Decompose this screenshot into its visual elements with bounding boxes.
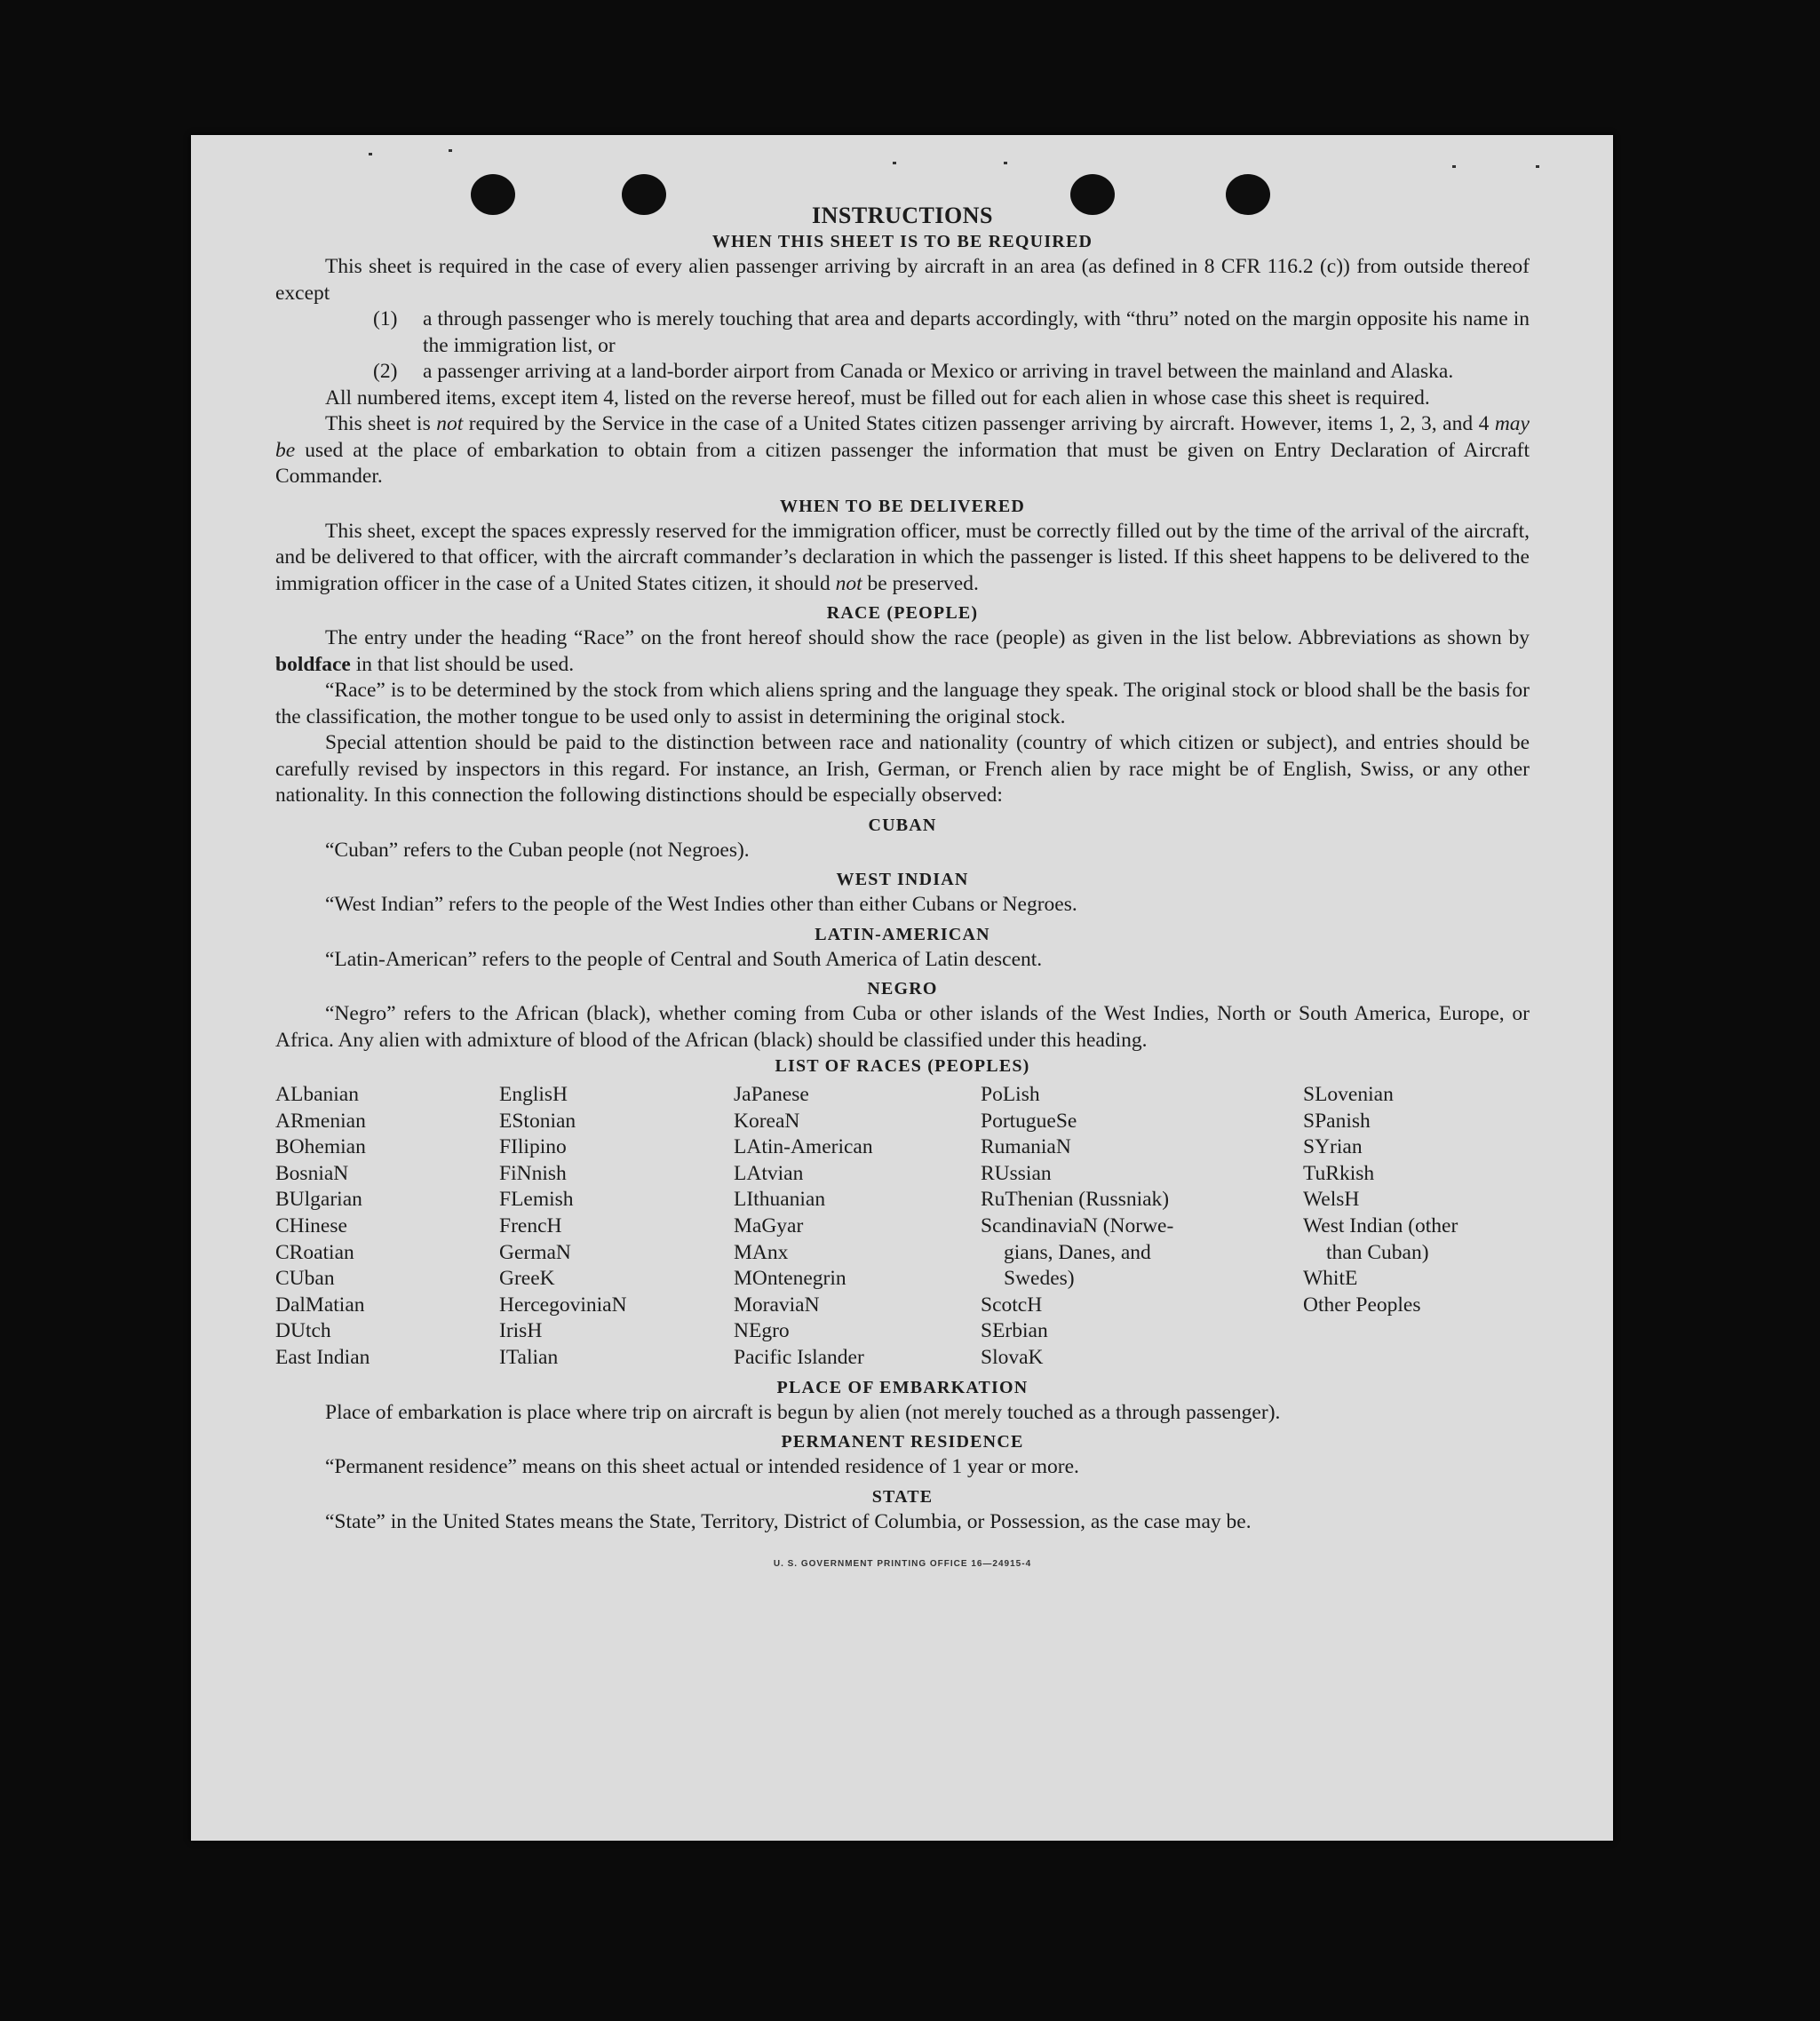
heading-place-of-embarkation: PLACE OF EMBARKATION [776, 1377, 1029, 1397]
speck [1004, 162, 1007, 164]
race-item: MOntenegrin [734, 1267, 846, 1291]
race-item: LAtin-American [734, 1135, 873, 1159]
when-required-intro: This sheet is required in the case of every alien passenger arriving by aircraft in an area (as defined in 8 CFR 116.2 (c)) from outside thereof except [275, 255, 1530, 305]
page-title: INSTRUCTIONS [812, 203, 993, 228]
printer-imprint: U. S. GOVERNMENT PRINTING OFFICE 16—24915-4 [773, 1559, 1032, 1570]
race-item: GermaN [499, 1240, 571, 1264]
speck [369, 153, 372, 155]
race-item: ScandinaviaN (Norwe- [981, 1213, 1174, 1237]
race-item: EStonian [499, 1109, 576, 1133]
heading-race: RACE (PEOPLE) [826, 603, 979, 623]
race-item: SYrian [1303, 1135, 1363, 1159]
race-item: gians, Danes, and [1004, 1240, 1151, 1264]
negro-text: “Negro” refers to the African (black), whether coming from Cuba or other islands of the West Indies, North or South America, Europe, or Africa. Any alien with admixture of blood of the African (black) should be classified under this heading. [275, 1002, 1530, 1052]
race-para2: “Race” is to be determined by the stock from which aliens spring and the language they speak. The original stock or blood shall be the basis for the classification, the mother tongue to be used only to assist in determining the original stock. [275, 679, 1530, 728]
heading-west-indian: WEST INDIAN [836, 870, 969, 889]
race-item: SlovaK [981, 1345, 1044, 1369]
race-para3: Special attention should be paid to the distinction between race and nationality (country of which citizen or subject), and entries should be carefully revised by inspectors in this regard. For instance, an Irish, German, or French alien by race might be of English, Swiss, or any other nationality. In this connection the following distinctions should be especially observed: [275, 731, 1530, 807]
race-item: PortugueSe [981, 1109, 1077, 1133]
race-item: CRoatian [275, 1240, 354, 1264]
latin-american-text: “Latin-American” refers to the people of Central and South America of Latin descent. [325, 947, 1043, 971]
race-item: ScotcH [981, 1293, 1043, 1317]
race-item: RumaniaN [981, 1135, 1071, 1159]
cuban-text: “Cuban” refers to the Cuban people (not Negroes). [325, 838, 750, 862]
race-item: JaPanese [734, 1083, 809, 1106]
race-column-1 [275, 1082, 499, 1372]
exception-item-1 [373, 306, 1530, 359]
race-item: RUssian [981, 1161, 1052, 1185]
race-item: DUtch [275, 1319, 331, 1343]
race-item: PoLish [981, 1083, 1040, 1106]
exception-item-2 [373, 359, 1530, 386]
heading-permanent-residence: PERMANENT RESIDENCE [781, 1432, 1024, 1452]
heading-state: STATE [871, 1486, 934, 1507]
race-item: Swedes) [1004, 1267, 1075, 1291]
race-item: Other Peoples [1303, 1293, 1421, 1317]
speck [1452, 165, 1456, 168]
race-item: MoraviaN [734, 1293, 820, 1317]
race-item: TuRkish [1303, 1161, 1375, 1185]
race-item: WhitE [1303, 1267, 1358, 1291]
race-column-5 [1303, 1082, 1530, 1372]
race-item: BUlgarian [275, 1188, 362, 1212]
speck [1536, 165, 1539, 168]
race-item: BOhemian [275, 1135, 366, 1159]
heading-cuban: CUBAN [868, 815, 937, 835]
race-item: LAtvian [734, 1161, 804, 1185]
race-column-4 [981, 1082, 1303, 1372]
race-item: EnglisH [499, 1083, 568, 1106]
item-text: a passenger arriving at a land-border airport from Canada or Mexico or arriving in travel between the mainland and Alaska. [423, 360, 1454, 383]
race-item: NEgro [734, 1319, 790, 1343]
place-of-embarkation-text: Place of embarkation is place where trip on aircraft is begun by alien (not merely touched as a through passenger). [325, 1400, 1281, 1424]
heading-negro: NEGRO [867, 979, 938, 999]
race-column-2 [499, 1082, 734, 1372]
race-item: DalMatian [275, 1293, 365, 1317]
race-item: ARmenian [275, 1109, 366, 1133]
race-item: West Indian (other [1303, 1213, 1458, 1237]
race-item: FIlipino [499, 1135, 567, 1159]
race-item: WelsH [1303, 1188, 1360, 1212]
race-item: ALbanian [275, 1083, 359, 1106]
race-item: FiNnish [499, 1161, 567, 1185]
when-delivered-para: This sheet, except the spaces expressly reserved for the immigration officer, must be correctly filled out by the time of the arrival of the aircraft, and be delivered to that officer, with the aircraft commander’s declaration in which the passenger is listed. If this sheet happens to be delivered to the immigration officer in the case of a United States citizen, it should not be preserved. [275, 519, 1530, 595]
race-item: MaGyar [734, 1213, 804, 1237]
race-item: FrencH [499, 1213, 562, 1237]
item-number: (1) [373, 307, 398, 330]
race-item: SPanish [1303, 1109, 1371, 1133]
race-list [275, 1082, 1530, 1372]
heading-when-delivered: WHEN TO BE DELIVERED [779, 496, 1026, 516]
race-item: CUban [275, 1267, 335, 1291]
race-item: SLovenian [1303, 1083, 1394, 1106]
race-item: SErbian [981, 1319, 1048, 1343]
race-item: East Indian [275, 1345, 370, 1369]
race-column-3 [734, 1082, 981, 1372]
race-item: than Cuban) [1326, 1240, 1429, 1264]
instructions-content [275, 203, 1530, 1578]
race-para1: The entry under the heading “Race” on the front hereof should show the race (people) as given in the list below. Abbreviations as shown by boldface in that list should be used. [275, 626, 1530, 676]
state-text: “State” in the United States means the State, Territory, District of Columbia, or Possession, as the case may be. [325, 1509, 1252, 1533]
race-item: RuThenian (Russniak) [981, 1188, 1170, 1212]
speck [449, 149, 452, 152]
race-item: ITalian [499, 1345, 559, 1369]
race-item: MAnx [734, 1240, 789, 1264]
race-item: FLemish [499, 1188, 574, 1212]
when-required-para2: All numbered items, except item 4, listed on the reverse hereof, must be filled out for each alien in whose case this sheet is required. [325, 386, 1430, 410]
item-number: (2) [373, 360, 398, 383]
race-item: Pacific Islander [734, 1345, 864, 1369]
race-item: HercegoviniaN [499, 1293, 627, 1317]
when-required-para3: This sheet is not required by the Service in the case of a United States citizen passenger arriving by aircraft. However, items 1, 2, 3, and 4 may be used at the place of embarkation to obtain from a citizen passenger the information that must be given on Entry Declaration of Aircraft Commander. [275, 412, 1530, 488]
race-item: LIthuanian [734, 1188, 826, 1212]
race-item: KoreaN [734, 1109, 800, 1133]
speck [893, 162, 896, 164]
document-sheet [191, 135, 1613, 1841]
race-item: IrisH [499, 1319, 543, 1343]
heading-list-of-races: LIST OF RACES (PEOPLES) [775, 1056, 1030, 1076]
race-item: GreeK [499, 1267, 555, 1291]
item-text: a through passenger who is merely touching that area and departs accordingly, with “thru” noted on the margin opposite his name in the immigration list, or [423, 307, 1530, 357]
heading-when-required: WHEN THIS SHEET IS TO BE REQUIRED [711, 232, 1093, 251]
race-item: CHinese [275, 1213, 347, 1237]
heading-latin-american: LATIN-AMERICAN [815, 924, 990, 944]
west-indian-text: “West Indian” refers to the people of the West Indies other than either Cubans or Negroes. [325, 893, 1077, 916]
permanent-residence-text: “Permanent residence” means on this sheet actual or intended residence of 1 year or more. [325, 1455, 1079, 1479]
race-item: BosniaN [275, 1161, 349, 1185]
